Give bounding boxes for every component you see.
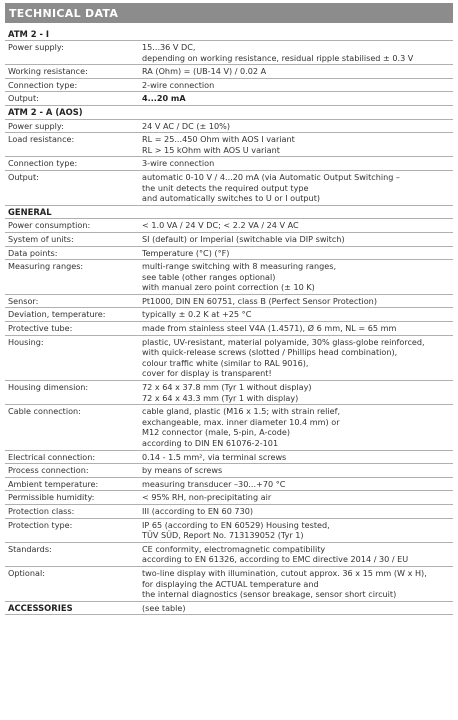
- spec-value-line: made from stainless steel V4A (1.4571), Ø 6 mm, NL = 65 mm: [142, 323, 397, 334]
- spec-row: [5, 294, 453, 308]
- accessories-label: ACCESSORIES: [8, 602, 73, 613]
- spec-value-line: two-line display with illumination, cutout approx. 36 x 15 mm (W x H),: [142, 567, 427, 578]
- spec-label: Protective tube:: [8, 323, 73, 334]
- spec-label: Housing:: [8, 336, 44, 347]
- spec-value-line: 0.14 - 1.5 mm², via terminal screws: [142, 451, 287, 462]
- spec-value-line: see table (other ranges optional): [142, 271, 276, 282]
- spec-value-line: exchangeable, max. inner diameter 10.4 mm) or: [142, 416, 340, 427]
- spec-value: [142, 491, 453, 504]
- spec-value-line: with manual zero point correction (± 10 K): [142, 282, 315, 293]
- spec-value-line: 4...20 mA: [142, 93, 186, 104]
- spec-row: [5, 477, 453, 491]
- spec-value-line: < 1.0 VA / 24 V DC; < 2.2 VA / 24 V AC: [142, 220, 299, 231]
- spec-label: Power supply:: [8, 120, 64, 131]
- spec-value: [142, 260, 453, 294]
- spec-label: Sensor:: [8, 295, 39, 306]
- spec-label: Electrical connection:: [8, 451, 96, 462]
- spec-value: [142, 451, 453, 464]
- spec-row: [5, 404, 453, 449]
- spec-value: [142, 308, 453, 321]
- spec-label: Standards:: [8, 543, 52, 554]
- spec-value: [142, 567, 453, 601]
- general-rows: [5, 218, 453, 600]
- spec-value: [142, 322, 453, 335]
- spec-value-line: 72 x 64 x 37.8 mm (Tyr 1 without display): [142, 382, 312, 393]
- spec-row: [5, 542, 453, 566]
- spec-label: Output:: [8, 93, 39, 104]
- spec-row: [5, 518, 453, 542]
- spec-value: [142, 41, 453, 64]
- spec-value: [142, 405, 453, 449]
- spec-label: Connection type:: [8, 79, 78, 90]
- spec-value-line: < 95% RH, non-precipitating air: [142, 492, 272, 503]
- section-row: [5, 105, 453, 119]
- spec-row: [5, 335, 453, 380]
- spec-value: [142, 505, 453, 518]
- spec-label: Measuring ranges:: [8, 261, 84, 272]
- spec-value-line: measuring transducer –30...+70 °C: [142, 478, 286, 489]
- spec-value-line: 3-wire connection: [142, 158, 215, 169]
- spec-label: Deviation, temperature:: [8, 309, 106, 320]
- accessories-value: (see table): [142, 602, 186, 613]
- spec-row: [5, 490, 453, 504]
- spec-row: [5, 156, 453, 170]
- spec-value-line: 2-wire connection: [142, 79, 215, 90]
- spec-row: [5, 170, 453, 205]
- spec-value-line: the internal diagnostics (sensor breakage, sensor short circuit): [142, 589, 397, 600]
- spec-value-line: depending on working resistance, residual ripple stabilised ± 0.3 V: [142, 52, 414, 63]
- spec-value: [142, 120, 453, 133]
- spec-label: Protection type:: [8, 519, 73, 530]
- spec-value-line: according to EN 61326, according to EMC directive 2014 / 30 / EU: [142, 554, 409, 565]
- spec-value-line: with quick-release screws (slotted / Phillips head combination),: [142, 347, 398, 358]
- spec-label: Output:: [8, 171, 39, 182]
- spec-row: [5, 132, 453, 156]
- spec-row: [5, 307, 453, 321]
- spec-value: [142, 336, 453, 380]
- spec-value-line: the unit detects the required output type: [142, 182, 309, 193]
- spec-value-line: 24 V AC / DC (± 10%): [142, 120, 231, 131]
- spec-value-line: CE conformity, electromagnetic compatibility: [142, 543, 326, 554]
- spec-value-line: RL > 15 kOhm with AOS U variant: [142, 144, 280, 155]
- spec-value: [142, 464, 453, 477]
- spec-value-line: automatic 0-10 V / 4...20 mA (via Automatic Output Switching –: [142, 171, 400, 182]
- spec-value: [142, 295, 453, 308]
- spec-value-line: RA (Ohm) = (UB-14 V) / 0.02 A: [142, 66, 267, 77]
- spec-row: [5, 232, 453, 246]
- spec-value: [142, 133, 453, 156]
- spec-label: Power consumption:: [8, 220, 91, 231]
- spec-value: [142, 543, 453, 566]
- spec-row: [5, 78, 453, 92]
- spec-value-line: typically ± 0.2 K at +25 °C: [142, 309, 252, 320]
- spec-value-line: plastic, UV-resistant, material polyamide, 30% glass-globe reinforced,: [142, 336, 425, 347]
- spec-row: [5, 321, 453, 335]
- spec-value-line: Temperature (°C) (°F): [142, 247, 230, 258]
- spec-row: [5, 91, 453, 105]
- spec-label: Ambient temperature:: [8, 478, 99, 489]
- spec-value-line: cable gland, plastic (M16 x 1.5; with strain relief,: [142, 406, 341, 417]
- spec-value: [142, 219, 453, 232]
- spec-label: Protection class:: [8, 505, 75, 516]
- spec-label: Housing dimension:: [8, 382, 89, 393]
- spec-value-line: Pt1000, DIN EN 60751, class B (Perfect Sensor Protection): [142, 295, 377, 306]
- spec-value-line: III (according to EN 60 730): [142, 505, 254, 516]
- spec-row: [5, 450, 453, 464]
- spec-value: [142, 381, 453, 404]
- spec-label: Data points:: [8, 247, 58, 258]
- spec-value-line: 72 x 64 x 43.3 mm (Tyr 1 with display): [142, 392, 299, 403]
- spec-label: Power supply:: [8, 42, 64, 52]
- spec-value-line: RL = 25...450 Ohm with AOS I variant: [142, 134, 295, 145]
- spec-value: [142, 157, 453, 170]
- spec-value: [142, 247, 453, 260]
- spec-table: [5, 28, 453, 615]
- spec-label: Connection type:: [8, 158, 78, 169]
- spec-value-line: M12 connector (male, 5-pin, A-code): [142, 427, 291, 438]
- spec-value-line: IP 65 (according to EN 60529) Housing tested,: [142, 519, 330, 530]
- section-title-atm2i: ATM 2 - I: [8, 29, 50, 39]
- spec-label: Permissible humidity:: [8, 492, 95, 503]
- section-title-atm2a: ATM 2 - A (AOS): [8, 106, 83, 117]
- spec-row: [5, 566, 453, 601]
- spec-value: [142, 92, 453, 105]
- spec-value: [142, 478, 453, 491]
- spec-row: [5, 218, 453, 232]
- spec-row: [5, 463, 453, 477]
- spec-row: [5, 259, 453, 294]
- spec-value: [142, 519, 453, 542]
- spec-label: System of units:: [8, 233, 74, 244]
- spec-row: [5, 64, 453, 78]
- spec-value-line: 15...36 V DC,: [142, 42, 196, 52]
- spec-label: Load resistance:: [8, 134, 75, 145]
- spec-value-line: SI (default) or Imperial (switchable via DIP switch): [142, 233, 345, 244]
- spec-value-line: TÜV SÜD, Report No. 713139052 (Tyr 1): [142, 530, 304, 541]
- spec-value-line: multi-range switching with 8 measuring ranges,: [142, 261, 337, 272]
- spec-value: [142, 65, 453, 78]
- spec-row: [5, 40, 453, 64]
- section-title-general: GENERAL: [8, 206, 52, 217]
- section-row: [5, 205, 453, 219]
- spec-row: [5, 504, 453, 518]
- spec-value-line: cover for display is transparent!: [142, 368, 272, 379]
- spec-label: Process connection:: [8, 465, 89, 476]
- spec-row: [5, 246, 453, 260]
- spec-value: [142, 79, 453, 92]
- spec-label: Working resistance:: [8, 66, 88, 77]
- spec-label: Optional:: [8, 567, 45, 578]
- spec-value-line: according to DIN EN 61076-2-101: [142, 438, 279, 448]
- spec-value: [142, 233, 453, 246]
- accessories-row: [5, 601, 453, 616]
- spec-value-line: by means of screws: [142, 465, 223, 476]
- spec-row: [5, 380, 453, 404]
- technical-data-header: TECHNICAL DATA: [5, 3, 453, 23]
- spec-value: [142, 171, 453, 205]
- spec-row: [5, 119, 453, 133]
- spec-value-line: for displaying the ACTUAL temperature and: [142, 578, 319, 589]
- spec-label: Cable connection:: [8, 406, 81, 417]
- spec-value-line: colour traffic white (similar to RAL 9016),: [142, 357, 309, 368]
- spec-value-line: and automatically switches to U or I output): [142, 193, 321, 204]
